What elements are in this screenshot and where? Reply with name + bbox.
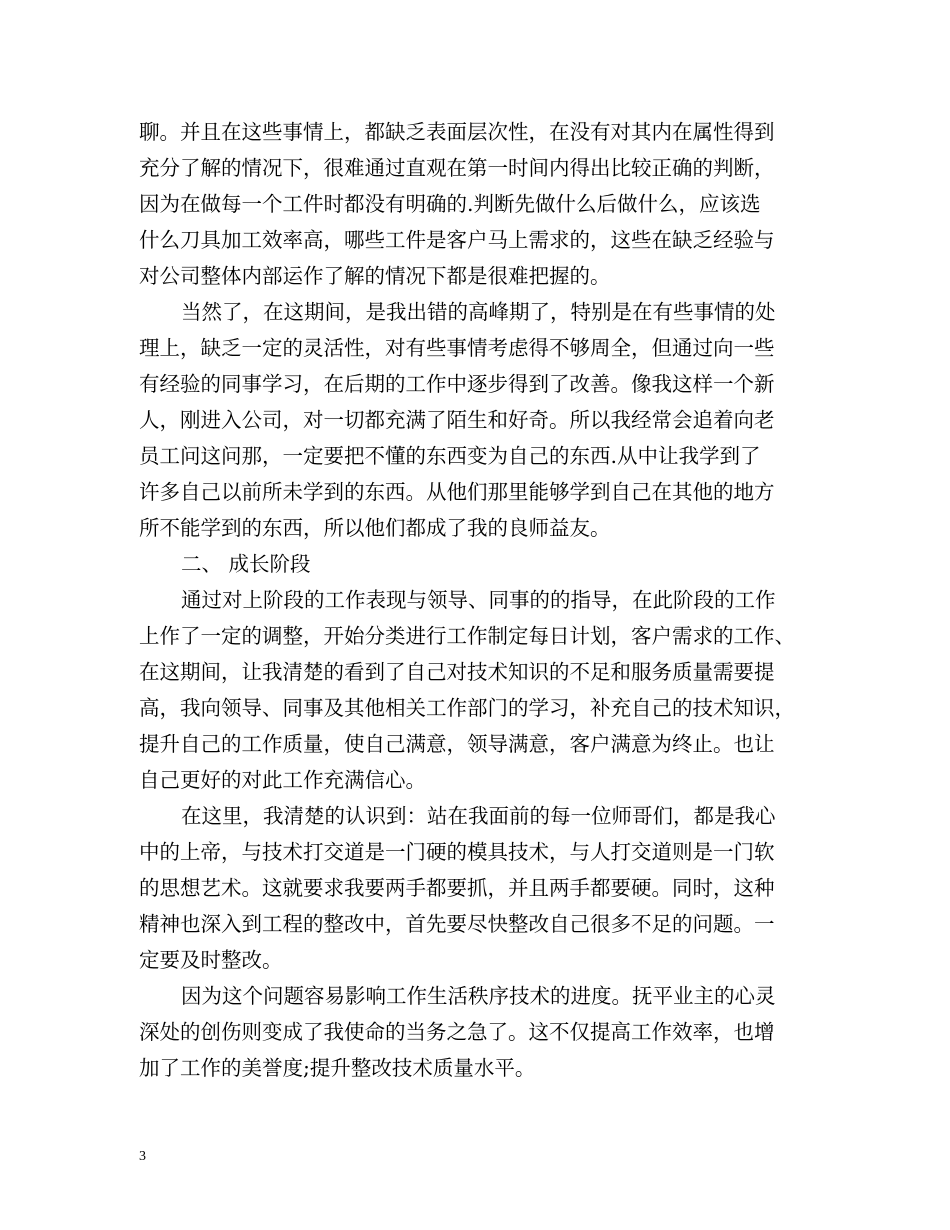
paragraph — [139, 294, 819, 546]
paragraph — [139, 582, 819, 798]
text-line: 加了工作的美誉度;提升整改技术质量水平。 — [139, 1056, 536, 1080]
document-body — [139, 114, 819, 1086]
text-line: 在这期间，让我清楚的看到了自己对技术知识的不足和服务质量需要提 — [139, 660, 775, 684]
text-line: 精神也深入到工程的整改中，首先要尽快整改自己很多不足的问题。一 — [139, 912, 775, 936]
text-line: 因为在做每一个工件时都没有明确的.判断先做什么后做什么，应该选 — [139, 192, 761, 216]
text-line: 所不能学到的东西，所以他们都成了我的良师益友。 — [139, 516, 611, 540]
text-line: 有经验的同事学习，在后期的工作中逐步得到了改善。像我这样一个新 — [139, 372, 775, 396]
text-line: 高，我向领导、同事及其他相关工作部门的学习，补充自己的技术知识， — [139, 696, 795, 720]
text-line: 什么刀具加工效率高，哪些工件是客户马上需求的，这些在缺乏经验与 — [139, 228, 775, 252]
paragraph — [139, 114, 819, 294]
text-line: 因为这个问题容易影响工作生活秩序技术的进度。抚平业主的心灵 — [181, 984, 776, 1008]
page-number: 3 — [139, 1149, 146, 1164]
text-line: 自己更好的对此工作充满信心。 — [139, 768, 426, 792]
text-line: 深处的创伤则变成了我使命的当务之急了。这不仅提高工作效率，也增 — [139, 1020, 775, 1044]
text-line: 聊。并且在这些事情上，都缺乏表面层次性，在没有对其内在属性得到 — [139, 120, 775, 144]
text-line: 当然了，在这期间，是我出错的高峰期了，特别是在有些事情的处 — [181, 300, 776, 324]
text-line: 提升自己的工作质量，使自己满意，领导满意，客户满意为终止。也让 — [139, 732, 775, 756]
paragraph — [139, 978, 819, 1086]
text-line: 人，刚进入公司，对一切都充满了陌生和好奇。所以我经常会追着向老 — [139, 408, 775, 432]
text-line: 的思想艺术。这就要求我要两手都要抓，并且两手都要硬。同时，这种 — [139, 876, 775, 900]
text-line: 许多自己以前所未学到的东西。从他们那里能够学到自己在其他的地方 — [139, 480, 775, 504]
text-line: 上作了一定的调整，开始分类进行工作制定每日计划，客户需求的工作、 — [139, 624, 795, 648]
text-line: 在这里，我清楚的认识到：站在我面前的每一位师哥们，都是我心 — [181, 804, 776, 828]
section-heading: 二、 成长阶段 — [181, 552, 311, 576]
text-line: 理上，缺乏一定的灵活性，对有些事情考虑得不够周全，但通过向一些 — [139, 336, 775, 360]
paragraph — [139, 798, 819, 978]
text-line: 对公司整体内部运作了解的情况下都是很难把握的。 — [139, 264, 611, 288]
text-line: 中的上帝，与技术打交道是一门硬的模具技术，与人打交道则是一门软 — [139, 840, 775, 864]
text-line: 定要及时整改。 — [139, 948, 283, 972]
text-line: 充分了解的情况下，很难通过直观在第一时间内得出比较正确的判断， — [139, 156, 775, 180]
text-line: 员工问这问那，一定要把不懂的东西变为自己的东西.从中让我学到了 — [139, 444, 761, 468]
text-line: 通过对上阶段的工作表现与领导、同事的的指导，在此阶段的工作 — [181, 588, 776, 612]
